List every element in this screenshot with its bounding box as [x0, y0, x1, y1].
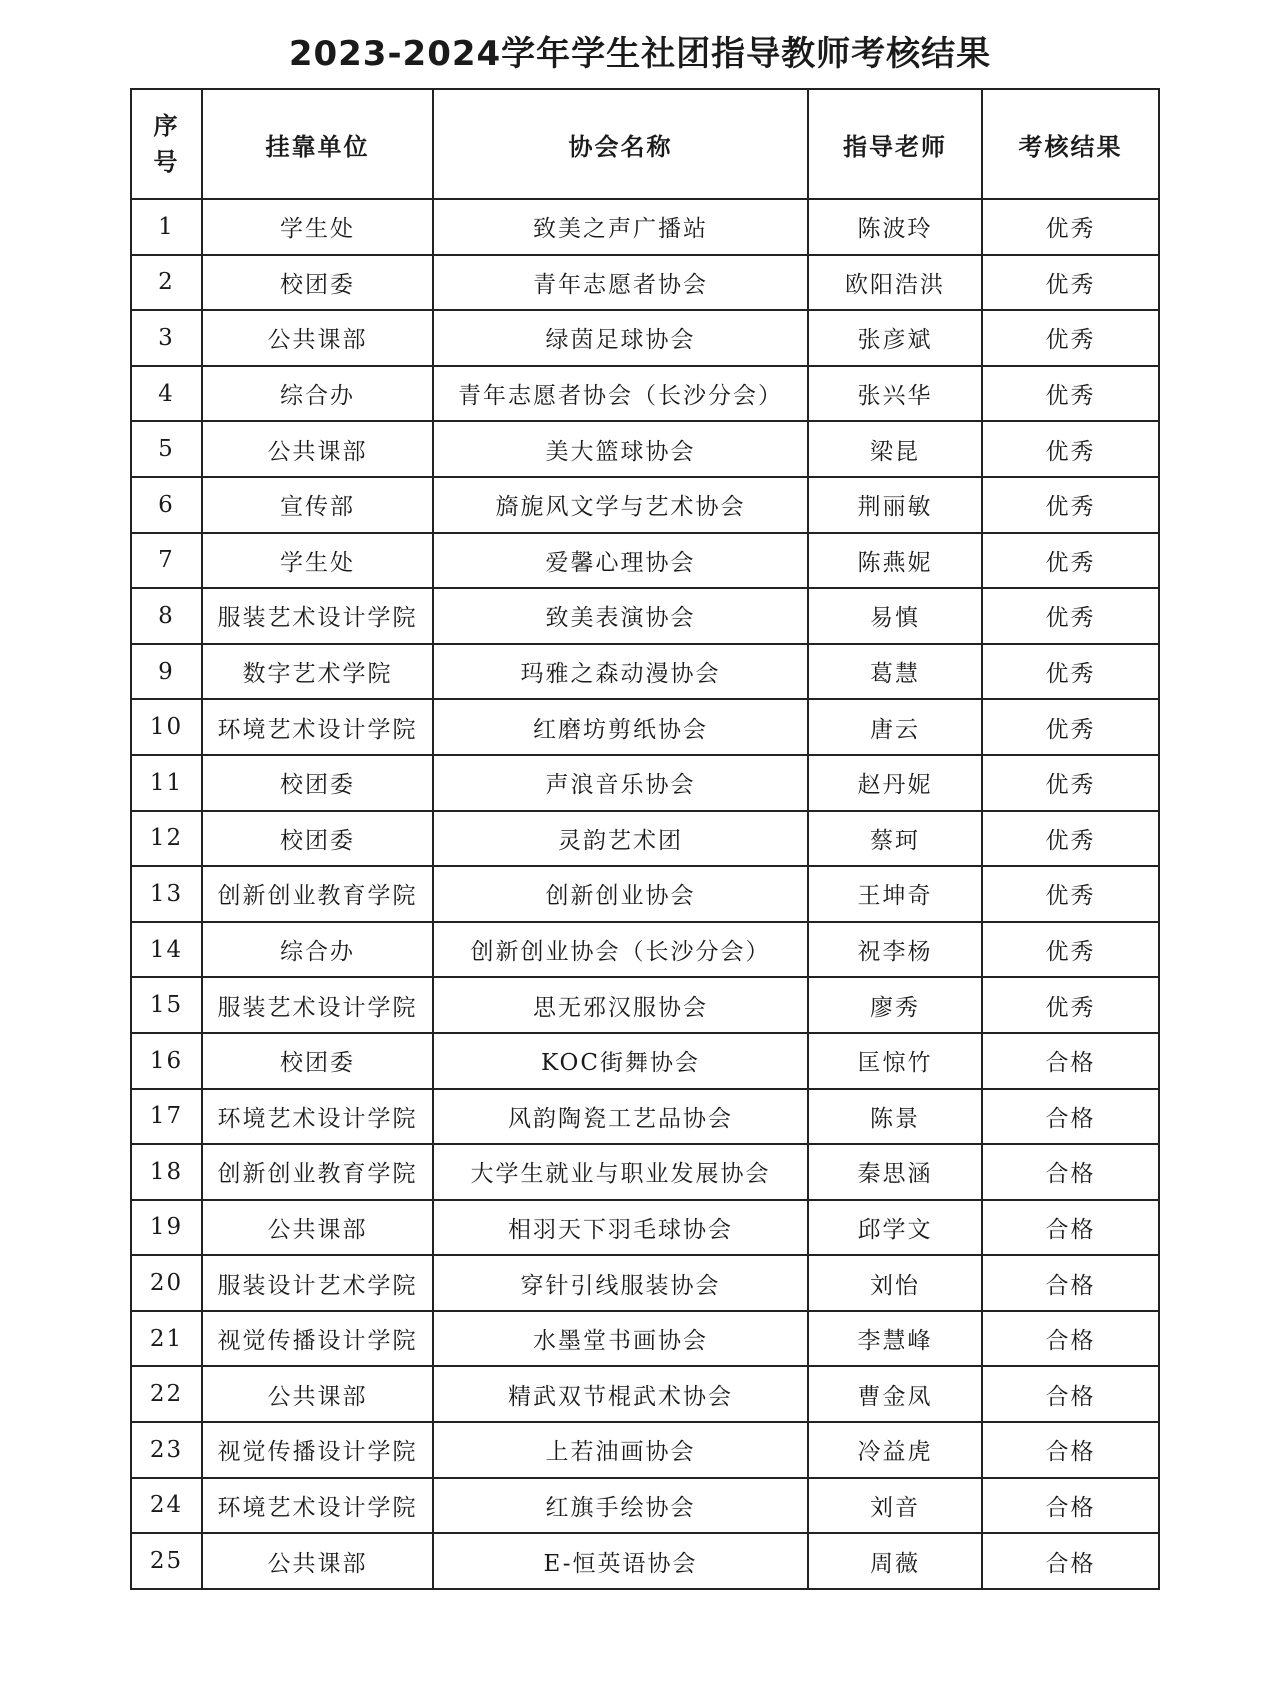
cell-teacher: 梁昆: [808, 421, 982, 477]
table-row: [131, 1311, 1159, 1367]
cell-result: 优秀: [982, 977, 1159, 1033]
table-row: [131, 699, 1159, 755]
cell-unit: 公共课部: [202, 421, 433, 477]
cell-teacher: 王坤奇: [808, 866, 982, 922]
cell-result: 合格: [982, 1533, 1159, 1589]
cell-unit: 宣传部: [202, 477, 433, 533]
cell-association: 大学生就业与职业发展协会: [433, 1144, 808, 1200]
cell-association: 美大篮球协会: [433, 421, 808, 477]
table-row: [131, 477, 1159, 533]
cell-index: 21: [131, 1311, 202, 1367]
cell-unit: 环境艺术设计学院: [202, 1089, 433, 1145]
cell-index: 5: [131, 421, 202, 477]
table-row: [131, 588, 1159, 644]
cell-index: 2: [131, 255, 202, 311]
cell-association: 红旗手绘协会: [433, 1478, 808, 1534]
cell-unit: 综合办: [202, 922, 433, 978]
cell-result: 合格: [982, 1144, 1159, 1200]
table-row: [131, 1200, 1159, 1256]
table-row: [131, 811, 1159, 867]
cell-index: 10: [131, 699, 202, 755]
cell-result: 优秀: [982, 533, 1159, 589]
cell-teacher: 刘怡: [808, 1255, 982, 1311]
cell-result: 合格: [982, 1255, 1159, 1311]
cell-association: 创新创业协会（长沙分会）: [433, 922, 808, 978]
cell-teacher: 祝李杨: [808, 922, 982, 978]
cell-result: 优秀: [982, 477, 1159, 533]
cell-teacher: 陈波玲: [808, 199, 982, 255]
cell-index: 17: [131, 1089, 202, 1145]
cell-unit: 公共课部: [202, 1366, 433, 1422]
cell-unit: 学生处: [202, 533, 433, 589]
cell-teacher: 欧阳浩洪: [808, 255, 982, 311]
cell-result: 优秀: [982, 421, 1159, 477]
cell-association: 旖旎风文学与艺术协会: [433, 477, 808, 533]
cell-unit: 校团委: [202, 755, 433, 811]
cell-unit: 校团委: [202, 1033, 433, 1089]
cell-index: 23: [131, 1422, 202, 1478]
cell-association: 相羽天下羽毛球协会: [433, 1200, 808, 1256]
table-row: [131, 1366, 1159, 1422]
cell-association: 绿茵足球协会: [433, 310, 808, 366]
cell-index: 20: [131, 1255, 202, 1311]
cell-teacher: 陈燕妮: [808, 533, 982, 589]
header-teacher: 指导老师: [808, 89, 982, 199]
cell-teacher: 易慎: [808, 588, 982, 644]
cell-teacher: 周薇: [808, 1533, 982, 1589]
cell-unit: 服装艺术设计学院: [202, 588, 433, 644]
table-row: [131, 866, 1159, 922]
table-row: [131, 922, 1159, 978]
cell-teacher: 荆丽敏: [808, 477, 982, 533]
cell-unit: 公共课部: [202, 1533, 433, 1589]
cell-index: 22: [131, 1366, 202, 1422]
cell-unit: 创新创业教育学院: [202, 866, 433, 922]
header-result: 考核结果: [982, 89, 1159, 199]
cell-teacher: 刘音: [808, 1478, 982, 1534]
cell-association: 灵韵艺术团: [433, 811, 808, 867]
cell-teacher: 邱学文: [808, 1200, 982, 1256]
cell-index: 9: [131, 644, 202, 700]
table-row: [131, 1089, 1159, 1145]
cell-teacher: 秦思涵: [808, 1144, 982, 1200]
cell-teacher: 蔡珂: [808, 811, 982, 867]
table-body: [131, 199, 1159, 1589]
cell-result: 优秀: [982, 255, 1159, 311]
table-row: [131, 255, 1159, 311]
cell-unit: 创新创业教育学院: [202, 1144, 433, 1200]
cell-teacher: 匡惊竹: [808, 1033, 982, 1089]
cell-association: 爱馨心理协会: [433, 533, 808, 589]
cell-teacher: 廖秀: [808, 977, 982, 1033]
table-row: [131, 1422, 1159, 1478]
cell-result: 合格: [982, 1311, 1159, 1367]
cell-result: 合格: [982, 1366, 1159, 1422]
cell-index: 18: [131, 1144, 202, 1200]
cell-index: 15: [131, 977, 202, 1033]
cell-unit: 校团委: [202, 811, 433, 867]
cell-index: 14: [131, 922, 202, 978]
cell-association: 青年志愿者协会（长沙分会）: [433, 366, 808, 422]
cell-teacher: 曹金凤: [808, 1366, 982, 1422]
table-row: [131, 421, 1159, 477]
table-row: [131, 1033, 1159, 1089]
cell-index: 25: [131, 1533, 202, 1589]
cell-teacher: 赵丹妮: [808, 755, 982, 811]
cell-teacher: 张兴华: [808, 366, 982, 422]
cell-teacher: 冷益虎: [808, 1422, 982, 1478]
table-row: [131, 1478, 1159, 1534]
cell-association: 穿针引线服装协会: [433, 1255, 808, 1311]
cell-unit: 校团委: [202, 255, 433, 311]
cell-result: 优秀: [982, 588, 1159, 644]
cell-index: 13: [131, 866, 202, 922]
cell-result: 优秀: [982, 866, 1159, 922]
cell-index: 4: [131, 366, 202, 422]
cell-result: 优秀: [982, 811, 1159, 867]
cell-association: 玛雅之森动漫协会: [433, 644, 808, 700]
cell-association: E-恒英语协会: [433, 1533, 808, 1589]
cell-result: 优秀: [982, 366, 1159, 422]
cell-teacher: 张彦斌: [808, 310, 982, 366]
cell-result: 优秀: [982, 699, 1159, 755]
cell-association: 精武双节棍武术协会: [433, 1366, 808, 1422]
cell-result: 优秀: [982, 755, 1159, 811]
cell-result: 优秀: [982, 310, 1159, 366]
header-index-line2: 号: [153, 148, 180, 176]
table-row: [131, 755, 1159, 811]
cell-teacher: 李慧峰: [808, 1311, 982, 1367]
cell-association: 青年志愿者协会: [433, 255, 808, 311]
table-row: [131, 366, 1159, 422]
cell-result: 合格: [982, 1422, 1159, 1478]
cell-association: 水墨堂书画协会: [433, 1311, 808, 1367]
header-unit: 挂靠单位: [202, 89, 433, 199]
cell-association: 致美表演协会: [433, 588, 808, 644]
cell-association: 风韵陶瓷工艺品协会: [433, 1089, 808, 1145]
cell-association: 创新创业协会: [433, 866, 808, 922]
cell-unit: 学生处: [202, 199, 433, 255]
table-row: [131, 310, 1159, 366]
cell-teacher: 葛慧: [808, 644, 982, 700]
table-row: [131, 1533, 1159, 1589]
cell-association: 红磨坊剪纸协会: [433, 699, 808, 755]
cell-index: 16: [131, 1033, 202, 1089]
cell-association: 声浪音乐协会: [433, 755, 808, 811]
cell-unit: 视觉传播设计学院: [202, 1311, 433, 1367]
header-index-line1: 序: [153, 112, 180, 140]
cell-association: KOC街舞协会: [433, 1033, 808, 1089]
cell-unit: 视觉传播设计学院: [202, 1422, 433, 1478]
cell-result: 合格: [982, 1089, 1159, 1145]
cell-index: 1: [131, 199, 202, 255]
cell-association: 上若油画协会: [433, 1422, 808, 1478]
cell-index: 6: [131, 477, 202, 533]
header-association: 协会名称: [433, 89, 808, 199]
cell-unit: 服装设计艺术学院: [202, 1255, 433, 1311]
table-row: [131, 199, 1159, 255]
cell-index: 11: [131, 755, 202, 811]
document-title: 2023-2024学年学生社团指导教师考核结果: [288, 34, 992, 74]
cell-index: 8: [131, 588, 202, 644]
cell-result: 合格: [982, 1033, 1159, 1089]
cell-unit: 公共课部: [202, 1200, 433, 1256]
table-row: [131, 533, 1159, 589]
table-row: [131, 644, 1159, 700]
cell-unit: 综合办: [202, 366, 433, 422]
cell-result: 合格: [982, 1478, 1159, 1534]
cell-unit: 公共课部: [202, 310, 433, 366]
cell-result: 优秀: [982, 922, 1159, 978]
cell-result: 合格: [982, 1200, 1159, 1256]
header-index: [131, 89, 202, 199]
cell-teacher: 陈景: [808, 1089, 982, 1145]
cell-association: 致美之声广播站: [433, 199, 808, 255]
cell-index: 7: [131, 533, 202, 589]
table-header-row: [131, 89, 1159, 199]
cell-unit: 环境艺术设计学院: [202, 699, 433, 755]
cell-index: 12: [131, 811, 202, 867]
cell-unit: 服装艺术设计学院: [202, 977, 433, 1033]
table-row: [131, 1144, 1159, 1200]
cell-index: 19: [131, 1200, 202, 1256]
cell-teacher: 唐云: [808, 699, 982, 755]
assessment-table: [130, 88, 1160, 1590]
cell-unit: 数字艺术学院: [202, 644, 433, 700]
cell-index: 3: [131, 310, 202, 366]
cell-result: 优秀: [982, 199, 1159, 255]
cell-unit: 环境艺术设计学院: [202, 1478, 433, 1534]
table-row: [131, 977, 1159, 1033]
cell-index: 24: [131, 1478, 202, 1534]
cell-association: 思无邪汉服协会: [433, 977, 808, 1033]
table-row: [131, 1255, 1159, 1311]
cell-result: 优秀: [982, 644, 1159, 700]
